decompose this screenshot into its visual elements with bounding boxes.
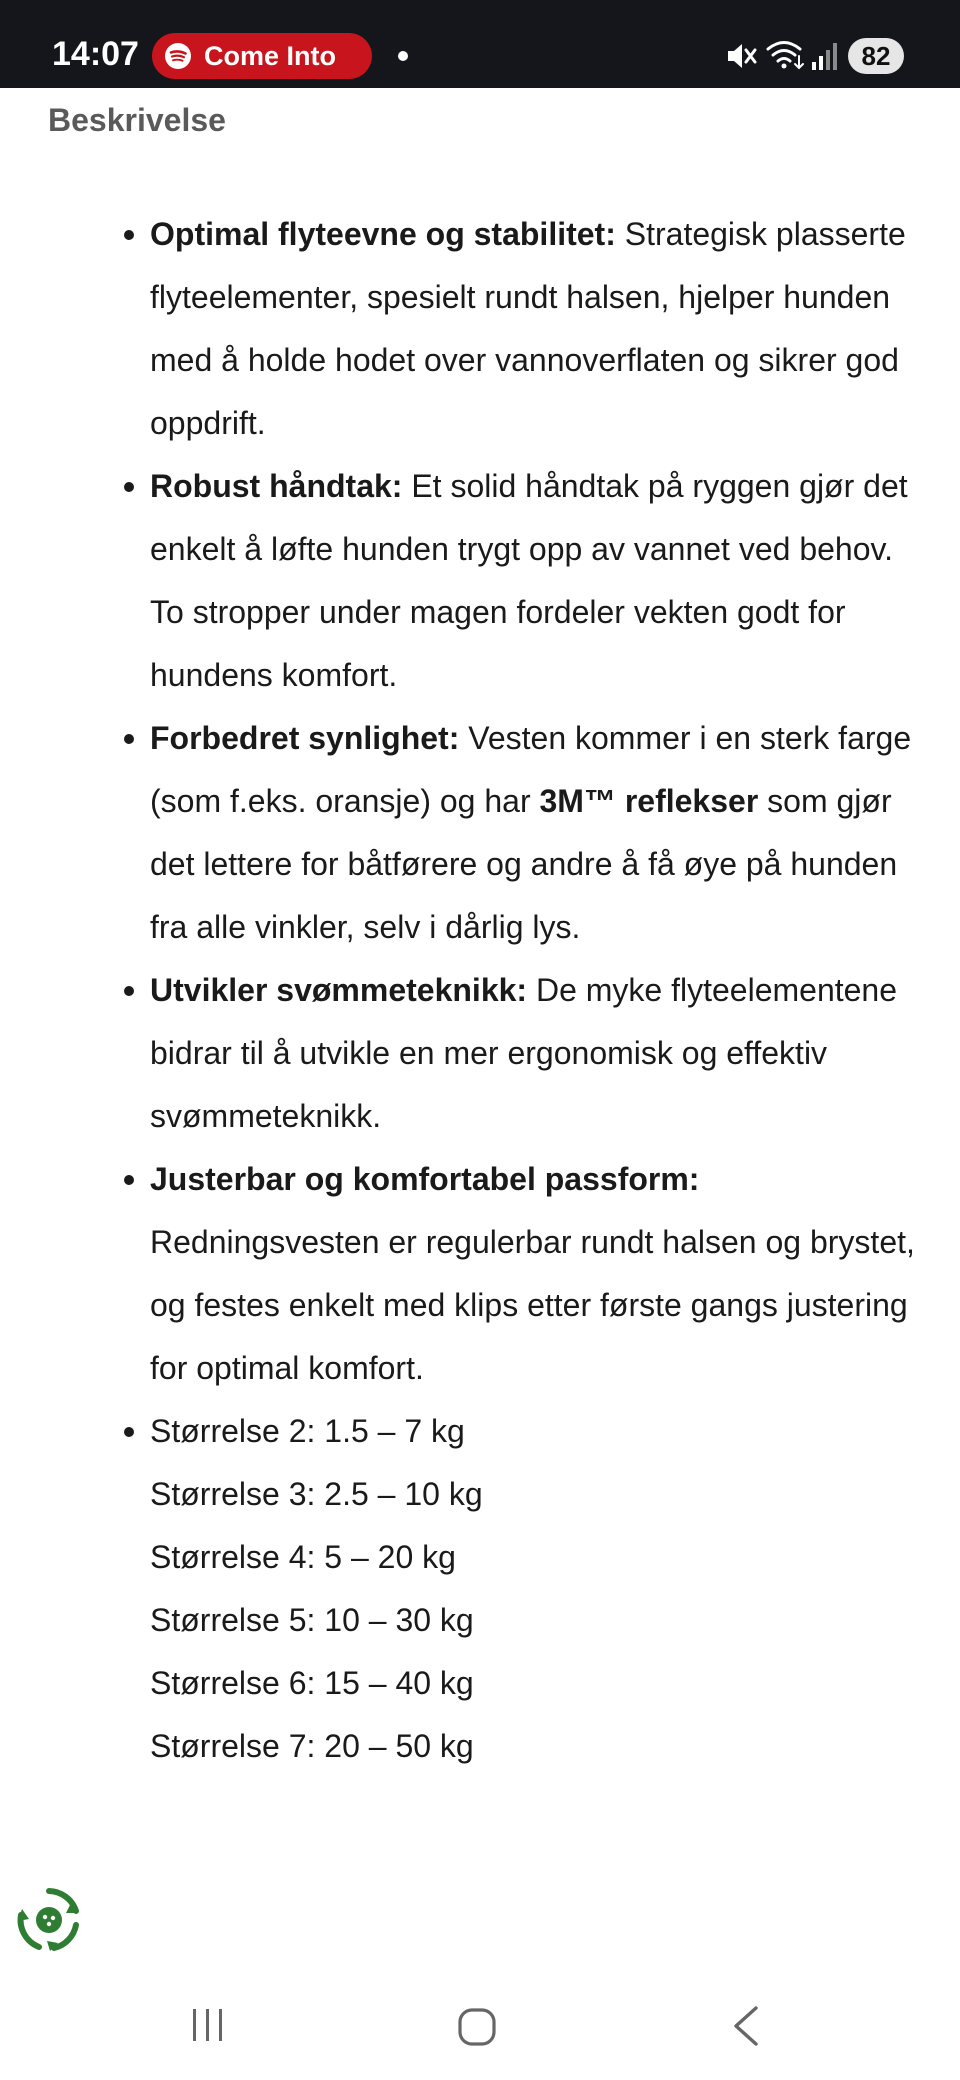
recent-apps-icon[interactable] [188, 2005, 228, 2045]
eco-recycle-icon[interactable] [14, 1885, 84, 1955]
notification-dot-icon [398, 51, 408, 61]
size-line: Størrelse 3: 2.5 – 10 kg [150, 1476, 483, 1512]
feature-text: Strategisk plasserte flyteelementer, spesielt rundt halsen, hjelper hunden med å holde hodet over vannoverflaten og sikrer god oppdrift. [150, 216, 906, 441]
list-item [150, 203, 920, 455]
feature-highlight: 3M™ reflekser [539, 783, 759, 819]
mute-icon [724, 40, 758, 72]
size-line: Størrelse 2: 1.5 – 7 kg [150, 1413, 465, 1449]
list-item [150, 959, 920, 1148]
battery-badge: 82 [848, 38, 904, 74]
feature-title: Robust håndtak: [150, 468, 403, 504]
status-time: 14:07 [52, 35, 139, 73]
status-bar [0, 0, 960, 88]
size-line: Størrelse 5: 10 – 30 kg [150, 1602, 474, 1638]
feature-text: Vesten kommer i en sterk farge (som f.eks. oransje) og har [150, 720, 912, 819]
signal-icon [810, 40, 840, 72]
section-heading: Beskrivelse [48, 102, 226, 138]
feature-title: Justerbar og komfortabel passform: [150, 1161, 700, 1197]
back-icon[interactable] [728, 2004, 764, 2048]
feature-list [150, 203, 920, 1778]
list-item [150, 707, 920, 959]
size-line: Størrelse 6: 15 – 40 kg [150, 1665, 474, 1701]
size-line: Størrelse 7: 20 – 50 kg [150, 1728, 474, 1764]
media-title: Come Into [204, 40, 336, 71]
media-notification-pill[interactable] [152, 33, 372, 79]
list-item [150, 455, 920, 707]
feature-title: Forbedret synlighet: [150, 720, 460, 756]
spotify-icon [164, 42, 192, 70]
list-item [150, 1148, 920, 1400]
feature-text: Et solid håndtak på ryggen gjør det enkelt å løfte hunden trygt opp av vannet ved behov. To stropper under magen fordeler vekten godt for hundens komfort. [150, 468, 908, 693]
feature-text: Redningsvesten er regulerbar rundt halsen og brystet, og festes enkelt med klips etter første gangs justering for optimal komfort. [150, 1224, 915, 1386]
feature-title: Optimal flyteevne og stabilitet: [150, 216, 616, 252]
feature-title: Utvikler svømmeteknikk: [150, 972, 528, 1008]
size-list-item [150, 1400, 920, 1778]
feature-text: som gjør det lettere for båtførere og andre å få øye på hunden fra alle vinkler, selv i dårlig lys. [150, 783, 898, 945]
size-line: Størrelse 4: 5 – 20 kg [150, 1539, 456, 1575]
feature-text: De myke flyteelementene bidrar til å utvikle en mer ergonomisk og effektiv svømmeteknikk. [150, 972, 898, 1134]
home-icon[interactable] [455, 2005, 499, 2049]
wifi-icon [766, 38, 806, 72]
